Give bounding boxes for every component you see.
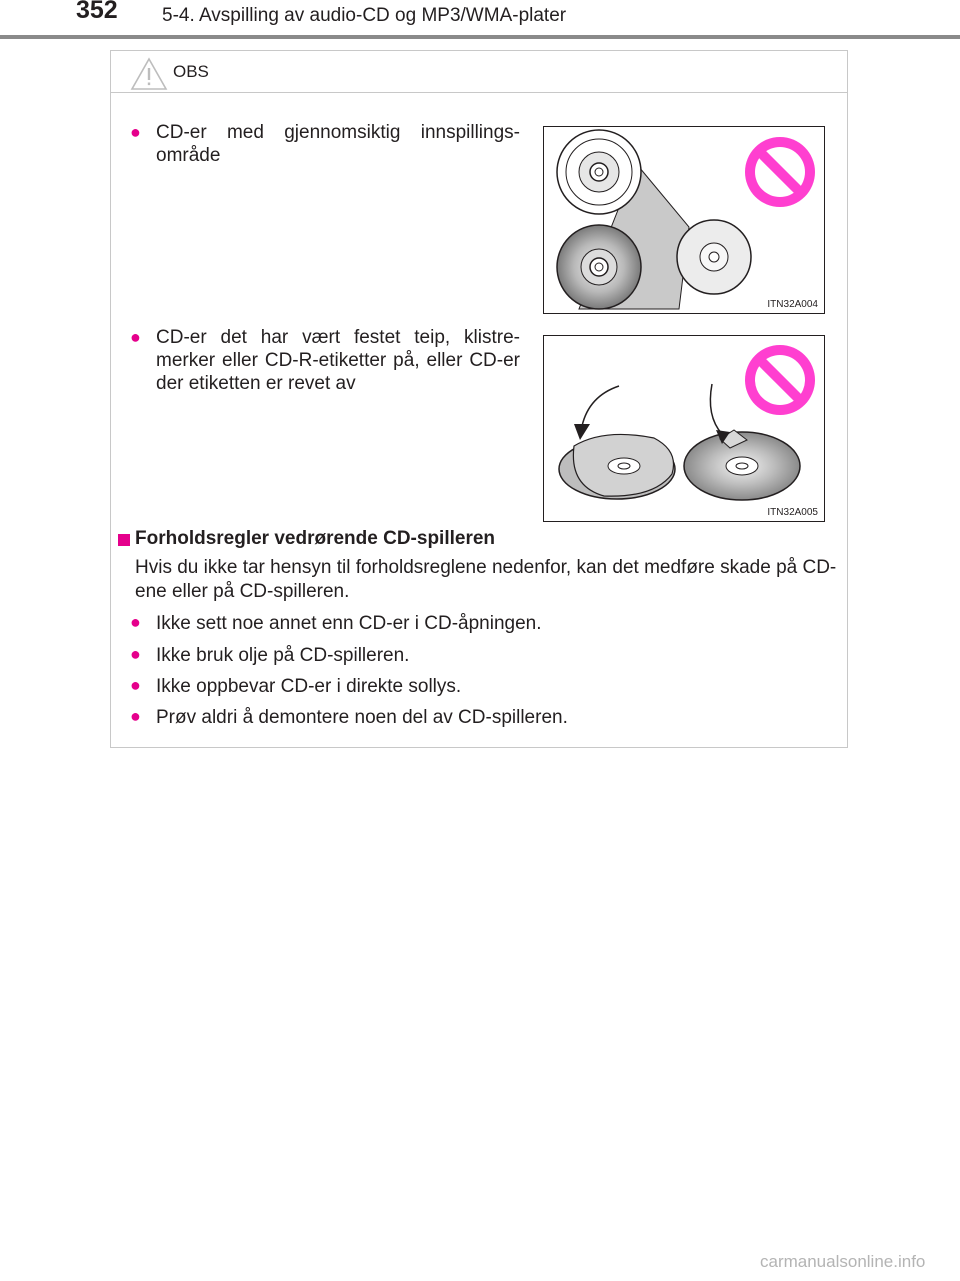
precaution-item: Ikke sett noe annet enn CD-er i CD-åpningen. (156, 613, 542, 634)
bullet-dot: ● (130, 327, 141, 347)
bullet-dot: ● (130, 122, 141, 142)
bullet-dot: ● (130, 706, 141, 726)
notice-title: OBS (173, 62, 209, 81)
section-heading: Forholdsregler vedrørende CD-spilleren (135, 528, 496, 549)
bullet-dot: ● (130, 644, 141, 664)
cd-label-illustration (544, 336, 825, 522)
section-title: 5-4. Avspilling av audio-CD og MP3/WMA-plater (162, 5, 567, 26)
precaution-item: Ikke oppbevar CD-er i direkte sollys. (156, 676, 462, 697)
section-intro: Hvis du ikke tar hensyn til forholdsreglene nedenfor, kan det medføre skade på CD-ene eller på CD-spilleren. (135, 557, 837, 602)
precaution-item: Ikke bruk olje på CD-spilleren. (156, 645, 410, 666)
figure-caption: ITN32A004 (767, 299, 818, 310)
bullet-dot: ● (130, 675, 141, 695)
section-square-bullet (118, 534, 130, 546)
bullet-dot: ● (130, 612, 141, 632)
figure-taped-cd (543, 335, 825, 522)
figure-transparent-cd (543, 126, 825, 314)
notice-item-text: CD-er med gjennomsiktig innspillings-område (156, 122, 520, 166)
header-divider (0, 35, 960, 39)
precaution-item: Prøv aldri å demontere noen del av CD-spilleren. (156, 707, 568, 728)
figure-caption: ITN32A005 (767, 507, 818, 518)
cd-illustration (544, 127, 825, 314)
warning-triangle-icon (130, 57, 168, 91)
notice-box (110, 50, 848, 748)
notice-item-text: CD-er det har vært festet teip, klistre-merker eller CD-R-etiketter på, eller CD-er der etiketten er revet av (156, 327, 520, 394)
notice-header (111, 51, 847, 93)
page-number: 352 (76, 0, 118, 24)
watermark: carmanualsonline.info (760, 1252, 926, 1271)
